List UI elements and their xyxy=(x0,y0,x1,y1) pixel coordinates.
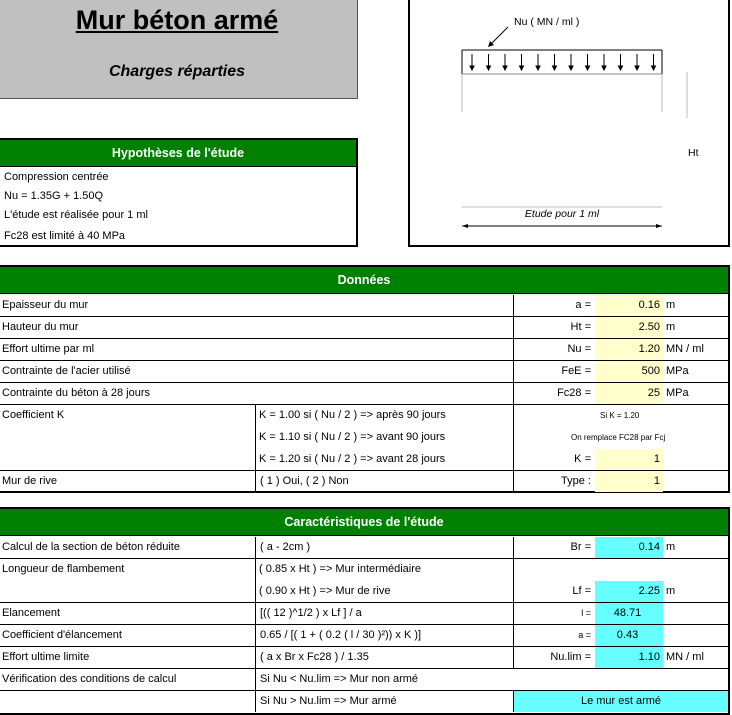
concrete-stress-input[interactable]: 25 xyxy=(595,383,663,404)
row-formula: ( a - 2cm ) xyxy=(255,537,513,558)
caracteristiques-title: Caractéristiques de l'étude xyxy=(0,509,728,536)
coef-note-1: Si K = 1.20 xyxy=(600,411,640,420)
row-symbol: FeE = xyxy=(513,361,595,382)
row-label: Vérification des conditions de calcul xyxy=(2,673,177,685)
load-arrow-head xyxy=(569,66,573,70)
coef-formula-1: K = 1.00 si ( Nu / 2 ) => après 90 jours xyxy=(259,409,446,421)
coef-formula-2: K = 1.10 si ( Nu / 2 ) => avant 90 jours xyxy=(259,431,446,443)
row-symbol: Ht = xyxy=(513,317,595,338)
load-arrow-head xyxy=(487,66,491,70)
load-diagram xyxy=(408,0,730,247)
row-symbol: a = xyxy=(513,625,595,646)
row-formula: Si Nu < Nu.lim => Mur non armé xyxy=(255,669,513,690)
row-symbol: Nu = xyxy=(513,339,595,360)
row-symbol: Nu.lim = xyxy=(513,647,595,668)
thickness-input[interactable]: 0.16 xyxy=(595,295,663,316)
row-label: Contrainte de l'acier utilisé xyxy=(2,365,131,377)
row-formula: [(( 12 )^1/2 ) x Lf ] / a xyxy=(255,603,513,624)
load-arrow-head xyxy=(619,66,623,70)
alpha-value: 0.43 xyxy=(595,625,663,646)
load-arrow-head xyxy=(536,66,540,70)
height-input[interactable]: 2.50 xyxy=(595,317,663,338)
coef-formula-3: K = 1.20 si ( Nu / 2 ) => avant 28 jours xyxy=(259,453,446,465)
hypothesis-line: Fc28 est limité à 40 MPa xyxy=(4,230,126,242)
lf-value: 2.25 xyxy=(595,581,663,602)
row-symbol: l = xyxy=(513,603,595,624)
row-unit: m xyxy=(666,585,676,597)
br-value: 0.14 xyxy=(595,537,663,558)
hypothesis-line: Nu = 1.35G + 1.50Q xyxy=(4,190,104,202)
row-unit: m xyxy=(666,321,676,333)
load-arrow-head xyxy=(470,66,474,70)
coef-label: Coefficient K xyxy=(2,409,65,421)
page-title: Mur béton armé xyxy=(75,5,279,35)
hypothesis-line: L'étude est réalisée pour 1 ml xyxy=(4,209,148,221)
row-label: Elancement xyxy=(2,607,61,619)
rive-type-input[interactable]: 1 xyxy=(595,471,663,492)
row-label: Calcul de la section de béton réduite xyxy=(2,541,180,553)
row-symbol: a = xyxy=(513,295,595,316)
load-arrow-head xyxy=(635,66,639,70)
load-pointer-arrow xyxy=(490,27,508,45)
coef-k-input[interactable]: 1 xyxy=(595,449,663,470)
rive-symbol: Type : xyxy=(513,471,595,492)
result-badge: Le mur est armé xyxy=(513,691,728,712)
ultimate-load-input[interactable]: 1.20 xyxy=(595,339,663,360)
page-subtitle: Charges réparties xyxy=(108,63,246,80)
row-label: Effort ultime limite xyxy=(2,651,90,663)
hypotheses-title: Hypothèses de l'étude xyxy=(0,140,356,167)
row-formula: ( a x Br x Fc28 ) / 1.35 xyxy=(255,647,513,668)
row-symbol: Br = xyxy=(513,537,595,558)
coef-symbol: K = xyxy=(574,453,591,465)
hypotheses-box xyxy=(0,138,358,247)
donnees-section xyxy=(0,265,730,493)
row-label: Coefficient d'élancement xyxy=(2,629,122,641)
nu-lim-value: 1.10 xyxy=(595,647,663,668)
rive-label: Mur de rive xyxy=(2,475,58,487)
coef-note-2: On remplace FC28 par Fcj xyxy=(571,433,666,442)
row-symbol: Fc28 = xyxy=(513,383,595,404)
row-unit: m xyxy=(666,299,676,311)
row-label: Longueur de flambement xyxy=(2,563,125,575)
row-unit: MN / ml xyxy=(666,343,704,355)
slenderness-value: 48.71 xyxy=(595,603,663,624)
caracteristiques-section xyxy=(0,507,730,715)
row-label: Hauteur du mur xyxy=(2,321,79,333)
height-label: Ht xyxy=(688,147,699,159)
title-box xyxy=(0,0,358,99)
hypothesis-line: Compression centrée xyxy=(4,171,109,183)
distributed-load-arrows xyxy=(462,50,662,74)
row-unit: MPa xyxy=(666,365,689,377)
row-formula: Si Nu > Nu.lim => Mur armé xyxy=(255,691,513,712)
row-label: Epaisseur du mur xyxy=(2,299,89,311)
load-arrow-head xyxy=(520,66,524,70)
row-label: Contrainte du béton à 28 jours xyxy=(2,387,150,399)
study-label: Etude pour 1 ml xyxy=(524,208,600,220)
row-formula: ( 0.85 x Ht ) => Mur intermédiaire xyxy=(259,563,422,575)
load-label: Nu ( MN / ml ) xyxy=(514,16,580,28)
row-label: Effort ultime par ml xyxy=(2,343,95,355)
donnees-title: Données xyxy=(0,267,728,294)
steel-stress-input[interactable]: 500 xyxy=(595,361,663,382)
load-arrow-head xyxy=(553,66,557,70)
rive-formula: ( 1 ) Oui, ( 2 ) Non xyxy=(255,471,513,492)
row-unit: m xyxy=(666,541,676,553)
load-arrow-head xyxy=(586,66,590,70)
row-unit: MN / ml xyxy=(666,651,704,663)
row-unit: MPa xyxy=(666,387,689,399)
row-formula: ( 0.90 x Ht ) => Mur de rive xyxy=(259,585,391,597)
load-arrow-head xyxy=(652,66,656,70)
load-arrow-head xyxy=(503,66,507,70)
row-symbol: Lf = xyxy=(572,585,591,597)
row-formula: 0.65 / [( 1 + ( 0.2 ( l / 30 )²)) x K )] xyxy=(255,625,513,646)
load-arrow-head xyxy=(602,66,606,70)
